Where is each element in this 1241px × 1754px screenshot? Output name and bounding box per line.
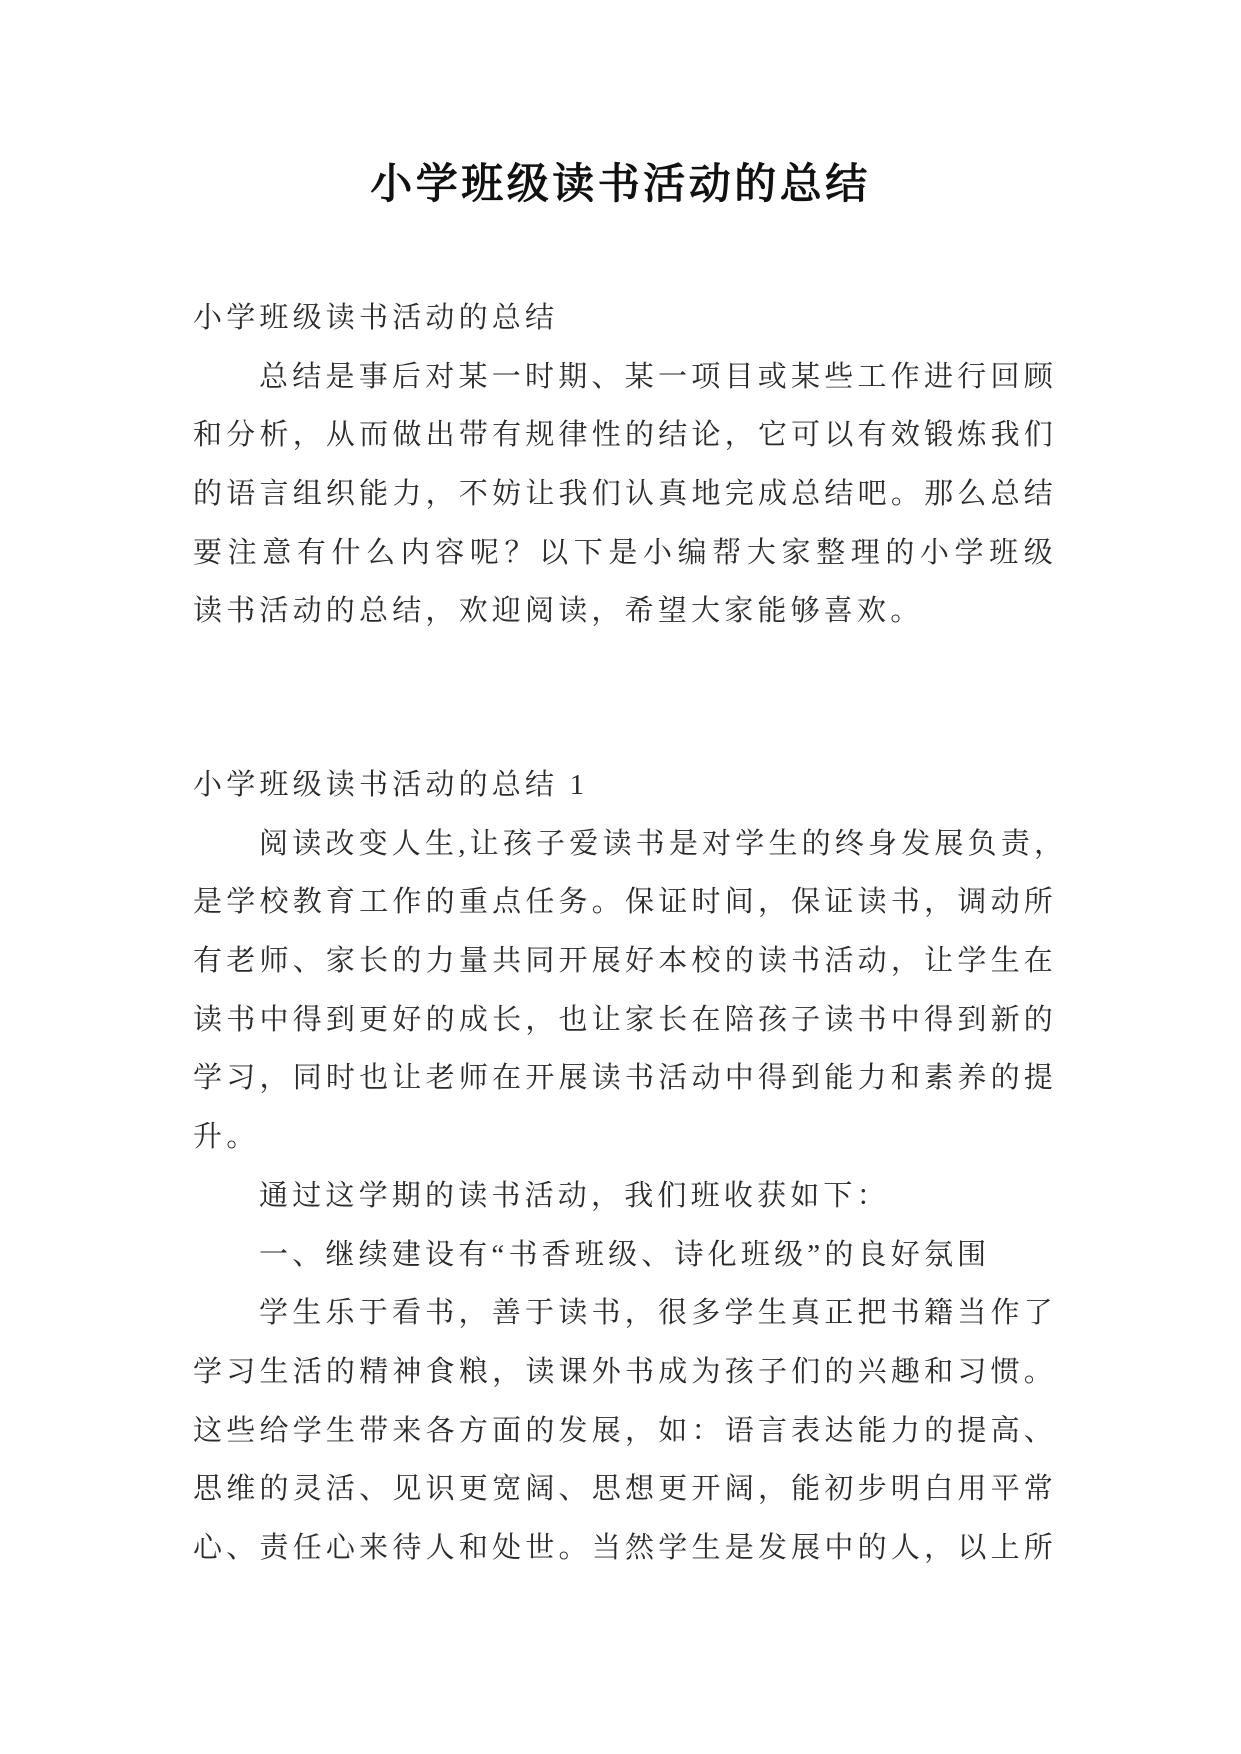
text-line: 思维的灵活、见识更宽阔、思想更开阔，能初步明白用平常	[193, 1473, 1057, 1506]
text-line: 心、责任心来待人和处世。当然学生是发展中的人，以上所	[193, 1531, 1057, 1564]
text-line: 学习，同时也让老师在开展读书活动中得到能力和素养的提	[193, 1062, 1057, 1095]
document-title: 小学班级读书活动的总结	[370, 162, 871, 208]
text-line: 要注意有什么内容呢？以下是小编帮大家整理的小学班级	[193, 536, 1057, 569]
paragraph	[193, 1226, 1063, 1285]
text-line: 读书活动的总结，欢迎阅读，希望大家能够喜欢。	[193, 595, 924, 628]
text-line: 升。	[193, 1121, 260, 1154]
section-heading: 小学班级读书活动的总结 1	[193, 769, 589, 801]
section-heading: 小学班级读书活动的总结	[193, 302, 559, 334]
paragraph	[193, 1167, 1063, 1226]
text-line: 是学校教育工作的重点任务。保证时间，保证读书，调动所	[193, 886, 1057, 919]
text-line: 有老师、家长的力量共同开展好本校的读书活动，让学生在	[193, 945, 1057, 978]
section-intro	[193, 289, 1063, 641]
text-line: 的语言组织能力，不妨让我们认真地完成总结吧。那么总结	[193, 478, 1057, 511]
text-line: 通过这学期的读书活动，我们班收获如下：	[259, 1179, 890, 1212]
text-line: 和分析，从而做出带有规律性的结论，它可以有效锻炼我们	[193, 419, 1057, 452]
paragraph	[193, 348, 1063, 641]
text-line: 学习生活的精神食粮，读课外书成为孩子们的兴趣和习惯。	[193, 1355, 1057, 1388]
paragraph	[193, 1284, 1063, 1577]
text-line: 总结是事后对某一时期、某一项目或某些工作进行回顾	[259, 360, 1057, 393]
text-line: 学生乐于看书，善于读书，很多学生真正把书籍当作了	[259, 1297, 1057, 1330]
section-summary-1	[193, 756, 1068, 1578]
text-line: 这些给学生带来各方面的发展，如：语言表达能力的提高、	[193, 1414, 1057, 1447]
paragraph	[193, 815, 1068, 1167]
text-line: 读书中得到更好的成长，也让家长在陪孩子读书中得到新的	[193, 1003, 1057, 1036]
subheading-line: 一、继续建设有“书香班级、诗化班级”的良好氛围	[259, 1238, 991, 1271]
text-line: 阅读改变人生,让孩子爱读书是对学生的终身发展负责，	[259, 827, 1068, 860]
